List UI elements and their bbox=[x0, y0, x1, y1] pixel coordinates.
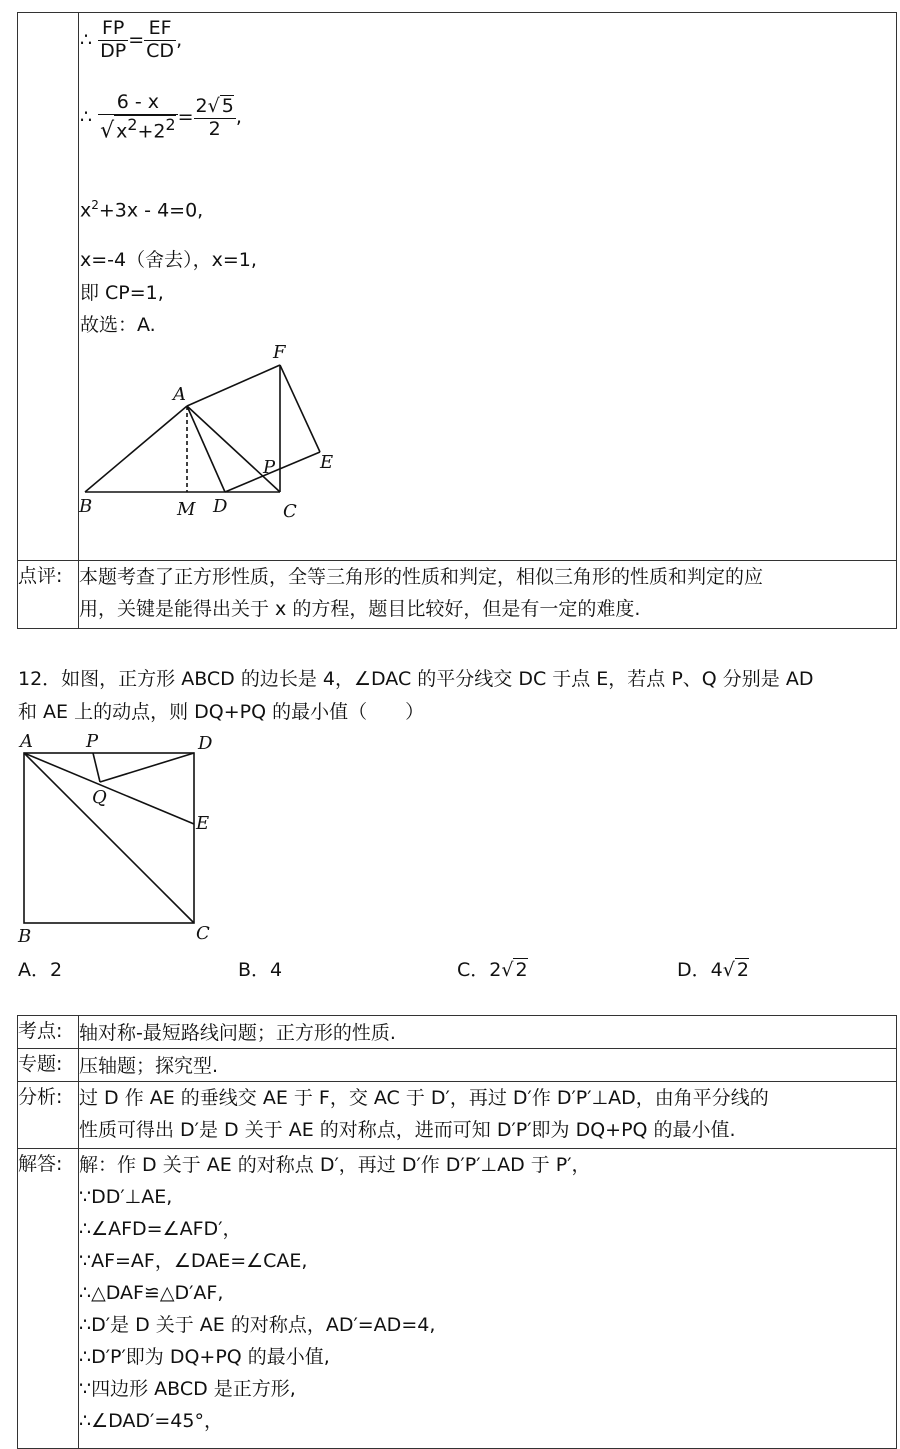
fenxi-text bbox=[79, 1082, 897, 1149]
label-a: A bbox=[173, 384, 186, 405]
label-e: E bbox=[196, 813, 210, 834]
label-p: P bbox=[86, 731, 99, 752]
jieda-line: ∴D′P′即为 DQ+PQ 的最小值, bbox=[79, 1346, 330, 1368]
radical-icon: √ bbox=[100, 118, 115, 144]
kaodian-text: 轴对称-最短路线问题；正方形的性质. bbox=[79, 1016, 897, 1049]
jieda-line: ∴D′是 D 关于 AE 的对称点，AD′=AD=4, bbox=[79, 1314, 436, 1336]
label-m: M bbox=[177, 499, 196, 520]
segment-ab bbox=[85, 406, 187, 492]
label-a: A bbox=[20, 731, 33, 752]
q12-stem-line-2: 和 AE 上的动点，则 DQ+PQ 的最小值（ ） bbox=[18, 701, 425, 723]
jieda-line: 解：作 D 关于 AE 的对称点 D′，再过 D′作 D′P′⊥AD 于 P′， bbox=[79, 1154, 591, 1176]
label-c: C bbox=[283, 501, 297, 522]
jieda-label: 解答: bbox=[18, 1149, 79, 1449]
q11-cp: 即 CP=1, bbox=[80, 282, 164, 304]
label-c: C bbox=[196, 923, 210, 944]
q12-stem-line-1: 12．如图，正方形 ABCD 的边长是 4，∠DAC 的平分线交 DC 于点 E，若点 P、Q 分别是 AD bbox=[18, 668, 814, 690]
label-b: B bbox=[18, 926, 32, 947]
kaodian-label: 考点: bbox=[18, 1016, 79, 1049]
jieda-line: ∴∠AFD=∠AFD′， bbox=[79, 1218, 242, 1240]
label-e: E bbox=[320, 452, 334, 473]
q12-analysis-table bbox=[17, 1015, 897, 1449]
fenxi-label: 分析: bbox=[18, 1082, 79, 1149]
segment-af bbox=[187, 365, 280, 406]
label-q: Q bbox=[92, 787, 107, 808]
option-c[interactable]: C．2√ 2 bbox=[457, 959, 528, 981]
jieda-line: ∵四边形 ABCD 是正方形, bbox=[79, 1378, 296, 1400]
jieda-line: ∴∠DAD′=45°， bbox=[79, 1410, 223, 1432]
review-text-line-1: 本题考查了正方形性质，全等三角形的性质和判定，相似三角形的性质和判定的应 bbox=[79, 566, 764, 588]
jieda-line: ∴△DAF≌△D′AF, bbox=[79, 1282, 224, 1304]
label-d: D bbox=[198, 733, 213, 754]
review-text bbox=[79, 561, 897, 629]
fraction-ef-cd: $\frac{EF}{CD}$ bbox=[146, 17, 175, 62]
segment-qd bbox=[100, 753, 194, 782]
q11-answer: 故选：A. bbox=[80, 314, 156, 336]
q11-equation-line: ∴ $\frac{6 - x}{√ x^2+2^2}$ = $\frac{2√ 5}{2}$ , bbox=[80, 91, 242, 144]
fraction-lhs: $\frac{6 - x}{√ x^2+2^2}$ bbox=[100, 91, 176, 144]
radical-icon: √ bbox=[207, 94, 220, 117]
option-a[interactable]: A．2 bbox=[18, 959, 63, 981]
q11-ratio-line: ∴ $\frac{FP}{DP}$ = $\frac{EF}{CD}$ , bbox=[80, 17, 183, 62]
option-d[interactable]: D．4√ 2 bbox=[677, 959, 749, 981]
jieda-line: ∵AF=AF，∠DAE=∠CAE, bbox=[79, 1250, 308, 1272]
jieda-line: ∵DD′⊥AE, bbox=[79, 1186, 173, 1208]
label-p: P bbox=[263, 457, 276, 478]
segment-fe bbox=[280, 365, 320, 452]
fenxi-line-1: 过 D 作 AE 的垂线交 AE 于 F，交 AC 于 D′，再过 D′作 D′P′⊥AD，由角平分线的 bbox=[79, 1087, 769, 1109]
review-text-line-2: 用，关键是能得出关于 x 的方程，题目比较好，但是有一定的难度. bbox=[79, 598, 641, 620]
q11-quadratic: $x^2+3x - 4=0$, bbox=[80, 198, 204, 222]
fraction-fp-dp: $\frac{FP}{DP}$ bbox=[100, 17, 127, 62]
q12-figure bbox=[10, 727, 225, 949]
segment-ae bbox=[24, 753, 194, 824]
label-f: F bbox=[273, 342, 286, 363]
review-label: 点评: bbox=[18, 561, 79, 629]
segment-pq bbox=[93, 753, 100, 782]
radical-icon: √ bbox=[722, 959, 735, 981]
jieda-text bbox=[79, 1149, 897, 1449]
fraction-rhs: $\frac{2√ 5}{2}$ bbox=[195, 94, 234, 140]
q11-empty-label-cell bbox=[18, 13, 79, 561]
label-d: D bbox=[213, 496, 228, 517]
radical-icon: √ bbox=[501, 959, 514, 981]
fenxi-line-2: 性质可得出 D′是 D 关于 AE 的对称点，进而可知 D′P′即为 DQ+PQ 的最小值. bbox=[79, 1119, 736, 1141]
segment-ad bbox=[187, 406, 225, 492]
q11-roots: x=-4（舍去），x=1, bbox=[80, 249, 257, 271]
zhuanti-label: 专题: bbox=[18, 1049, 79, 1082]
option-b[interactable]: B．4 bbox=[238, 959, 283, 981]
label-b: B bbox=[79, 496, 93, 517]
zhuanti-text: 压轴题；探究型. bbox=[79, 1049, 897, 1082]
q11-figure bbox=[75, 340, 355, 530]
segment-ac bbox=[187, 406, 280, 492]
radicand: $x^2+2^2$ bbox=[116, 114, 176, 143]
